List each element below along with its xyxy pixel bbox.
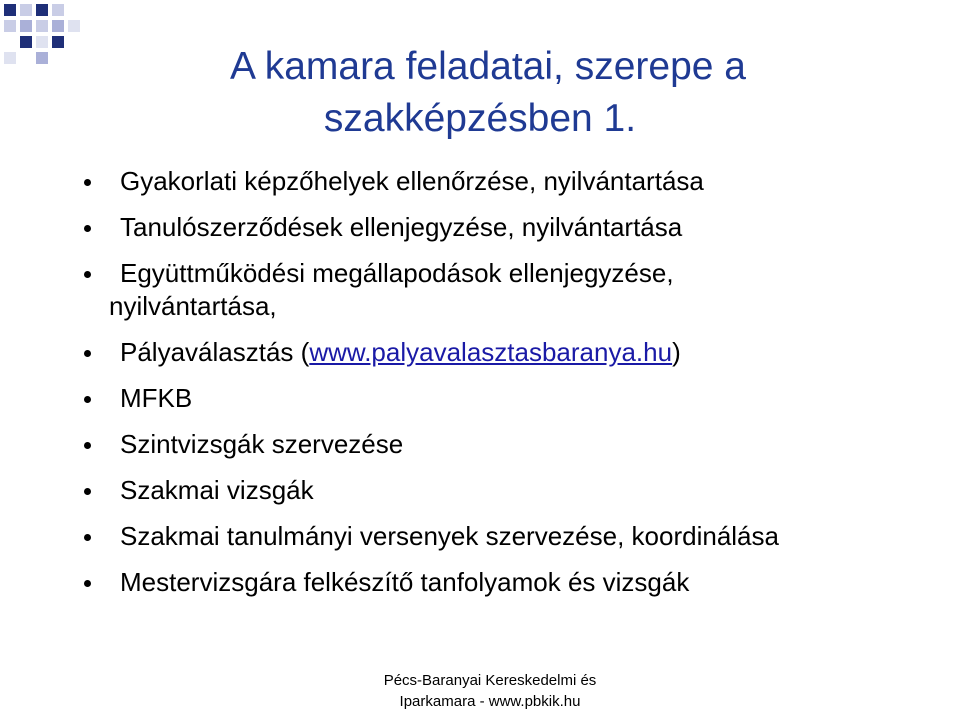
bullet-text: Tanulószerződések ellenjegyzése, nyilvántartása	[120, 212, 683, 242]
footer-line-2: Iparkamara - www.pbkik.hu	[399, 693, 581, 710]
bullet-icon	[84, 179, 91, 186]
bullet-item	[84, 474, 944, 507]
bullet-icon	[84, 442, 91, 449]
bullet-text: Együttműködési megállapodások ellenjegyzése,	[120, 258, 674, 288]
bullet-text: Szakmai tanulmányi versenyek szervezése, koordinálása	[120, 521, 779, 551]
bullet-icon	[84, 225, 91, 232]
slide-footer	[300, 670, 680, 712]
bullet-item	[84, 336, 944, 369]
bullet-item	[84, 382, 944, 415]
bullet-icon	[84, 271, 91, 278]
bullet-text: Mestervizsgára felkészítő tanfolyamok és vizsgák	[120, 567, 690, 597]
bullet-list	[84, 165, 944, 612]
bullet-text: MFKB	[120, 383, 193, 413]
bullet-text-suffix: )	[672, 337, 681, 367]
bullet-text-continuation: nyilvántartása,	[109, 291, 277, 321]
bullet-icon	[84, 396, 91, 403]
footer-line-1: Pécs-Baranyai Kereskedelmi és	[383, 672, 597, 689]
bullet-item	[84, 520, 944, 553]
bullet-text: Gyakorlati képzőhelyek ellenőrzése, nyilvántartása	[120, 166, 704, 196]
bullet-item	[84, 165, 944, 198]
bullet-icon	[84, 350, 91, 357]
bullet-text: Szintvizsgák szervezése	[120, 429, 404, 459]
bullet-item	[84, 257, 944, 323]
bullet-icon	[84, 488, 91, 495]
slide-title-line-2: szakképzésben 1.	[323, 97, 637, 140]
bullet-icon	[84, 534, 91, 541]
bullet-item	[84, 566, 944, 599]
website-link[interactable]: www.palyavalasztasbaranya.hu	[309, 337, 673, 367]
bullet-text-prefix: Pályaválasztás (	[120, 337, 310, 367]
bullet-item	[84, 428, 944, 461]
bullet-text: Szakmai vizsgák	[120, 475, 314, 505]
slide-title-line-1: A kamara feladatai, szerepe a	[230, 45, 746, 88]
bullet-item	[84, 211, 944, 244]
bullet-icon	[84, 580, 91, 587]
